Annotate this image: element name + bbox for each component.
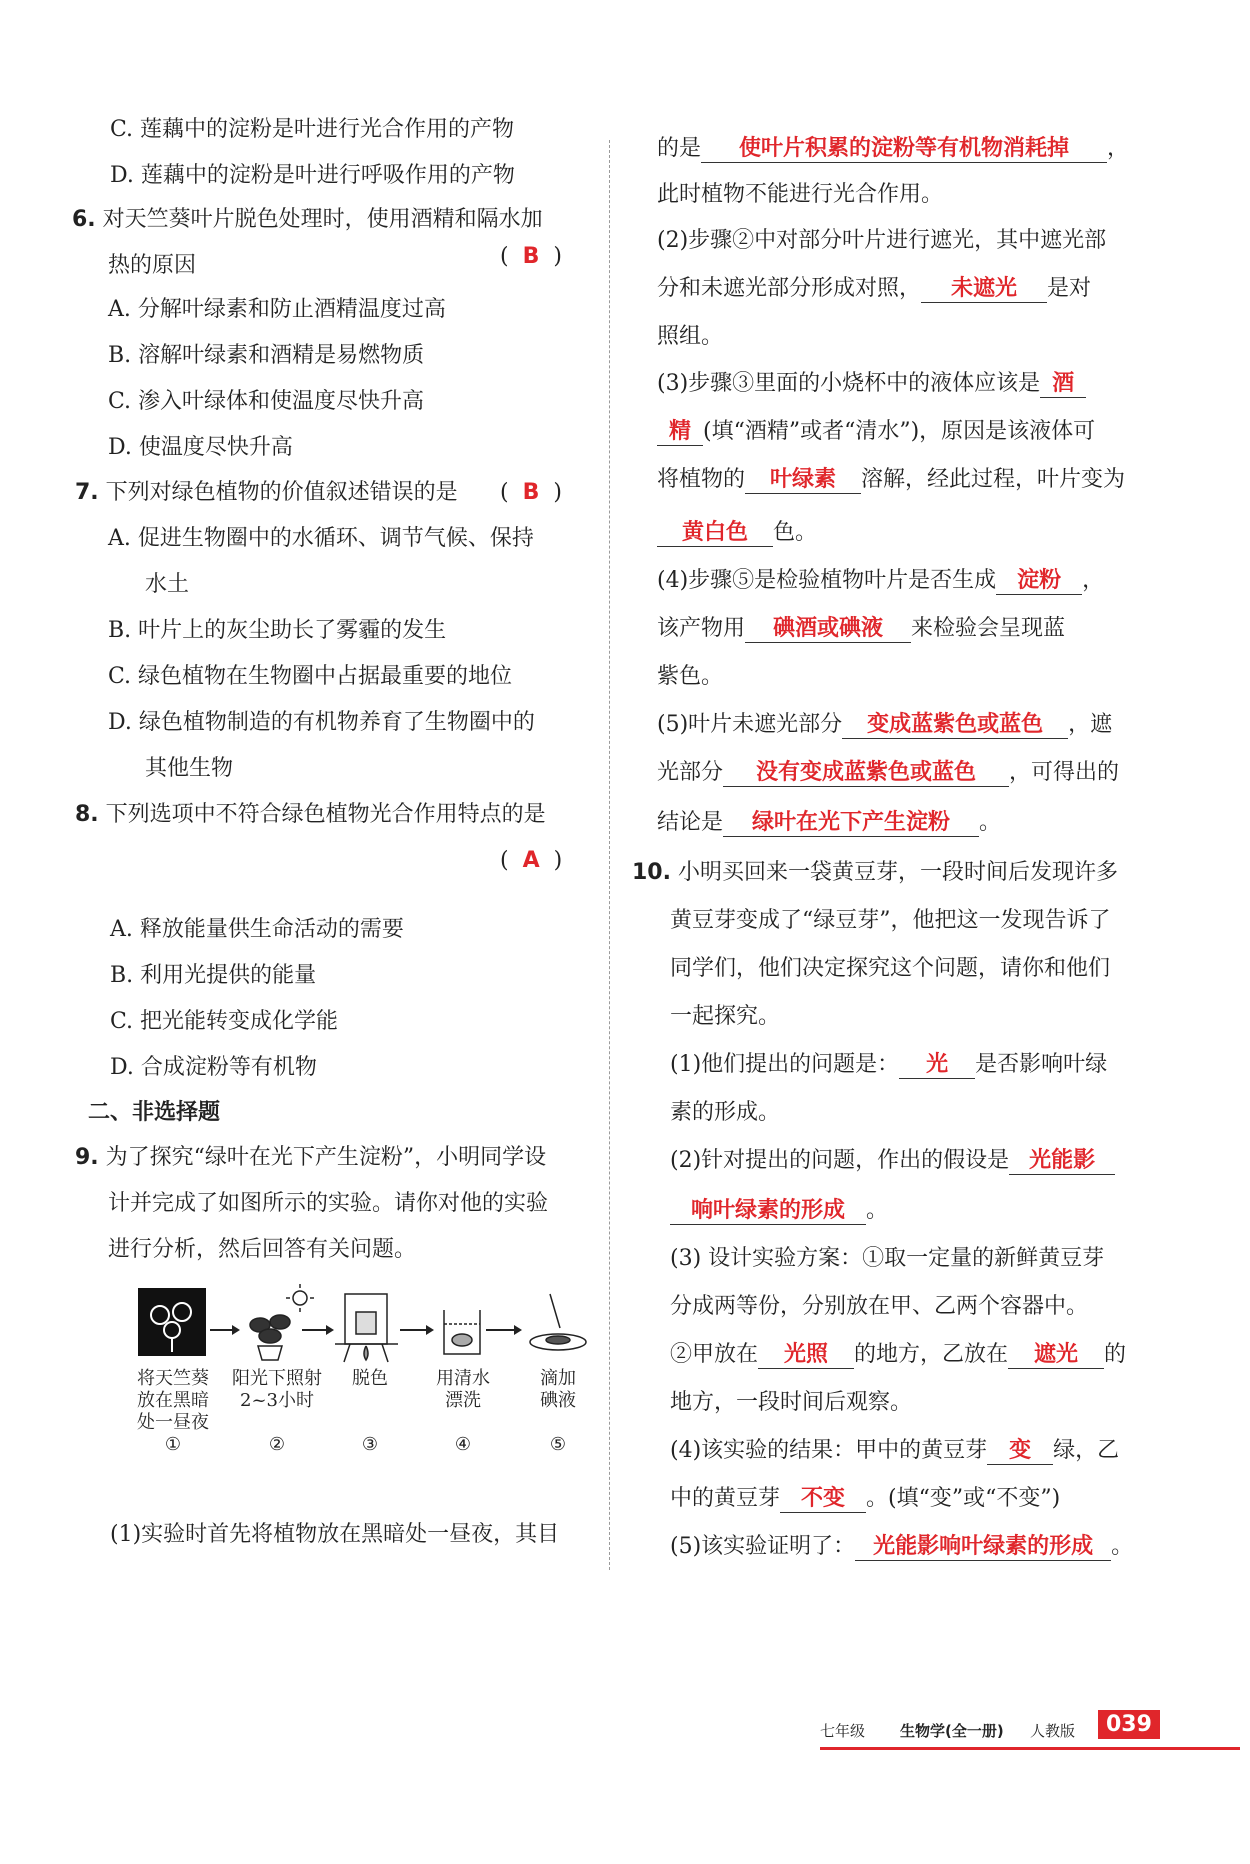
q10-text-2: 黄豆芽变成了“绿豆芽”，他把这一发现告诉了 <box>670 908 1111 933</box>
q6-text: 对天竺葵叶片脱色处理时，使用酒精和隔水加 <box>102 207 543 232</box>
q9-text-2: 计并完成了如图所示的实验。请你对他的实验 <box>108 1191 549 1216</box>
fig-caption-3: 脱色 ③ <box>352 1368 388 1455</box>
q7-option-d-cont: 其他生物 <box>145 756 234 781</box>
q8-text: 下列选项中不符合绿色植物光合作用特点的是 <box>105 802 546 827</box>
potted-plant-icon <box>250 1315 290 1360</box>
r-line-2: 此时植物不能进行光合作用。 <box>657 182 944 207</box>
r-line-8: 将植物的 叶绿素 溶解，经此过程，叶片变为 <box>657 467 1126 492</box>
q10-text-4: 一起探究。 <box>670 1004 781 1029</box>
section-title: 二、非选择题 <box>88 1100 221 1125</box>
q10-sub2: (2)针对提出的问题，作出的假设是 光能影 <box>670 1146 1115 1176</box>
q6-stem <box>72 205 543 235</box>
q10-sub3-c: ②甲放在 光照 的地方，乙放在 遮光 的 <box>670 1342 1127 1367</box>
q8-option-d: D. 合成淀粉等有机物 <box>110 1055 317 1080</box>
q6-option-d: D. 使温度尽快升高 <box>108 435 293 460</box>
q7-option-c: C. 绿色植物在生物圈中占据最重要的地位 <box>108 664 513 689</box>
r-line-5: 照组。 <box>657 324 724 349</box>
q5-option-c: C. 莲藕中的淀粉是叶进行光合作用的产物 <box>110 117 515 142</box>
answer-blank: 遮光 <box>1008 1342 1104 1369</box>
q10-text-1: 小明买回来一袋黄豆芽，一段时间后发现许多 <box>677 860 1118 885</box>
r-line-14: 光部分 没有变成蓝紫色或蓝色 ，可得出的 <box>657 760 1120 785</box>
beaker-heating-icon <box>335 1294 398 1362</box>
q10-sub3-b: 分成两等份，分别放在甲、乙两个容器中。 <box>670 1294 1089 1319</box>
r-line-6: (3)步骤③里面的小烧杯中的液体应该是 酒 <box>657 369 1086 399</box>
column-divider <box>609 140 610 1570</box>
answer-blank: 光照 <box>758 1342 854 1369</box>
answer-blank: 使叶片积累的淀粉等有机物消耗掉 <box>701 136 1107 163</box>
answer-blank: 变 <box>987 1438 1053 1465</box>
r-line-15: 结论是 绿叶在光下产生淀粉 。 <box>657 810 1002 835</box>
answer-blank: 变成蓝紫色或蓝色 <box>842 712 1068 739</box>
q7-answer: ( B ) <box>500 480 562 505</box>
experiment-figure <box>130 1280 600 1460</box>
q10-sub1: (1)他们提出的问题是： 光 是否影响叶绿 <box>670 1052 1108 1077</box>
q8-stem <box>75 800 546 830</box>
answer-blank: 未遮光 <box>921 276 1047 303</box>
r-line-13: (5)叶片未遮光部分 变成蓝紫色或蓝色 ，遮 <box>657 712 1113 737</box>
q7-option-a: A. 促进生物圈中的水循环、调节气候、保持 <box>108 526 534 551</box>
answer-blank: 绿叶在光下产生淀粉 <box>723 810 979 837</box>
q6-option-b: B. 溶解叶绿素和酒精是易燃物质 <box>108 343 425 368</box>
q8-option-a: A. 释放能量供生命活动的需要 <box>110 917 404 942</box>
footer-rule <box>820 1747 1240 1750</box>
q8-number: 8. <box>75 802 99 827</box>
answer-blank: 光能影响叶绿素的形成 <box>855 1534 1111 1561</box>
q9-text-1: 为了探究“绿叶在光下产生淀粉”，小明同学设 <box>105 1145 547 1170</box>
fig-caption-4: 用清水 漂洗 ④ <box>436 1368 490 1455</box>
q7-answer-value: B <box>522 480 540 505</box>
q7-text: 下列对绿色植物的价值叙述错误的是 <box>105 480 458 505</box>
q8-option-c: C. 把光能转变成化学能 <box>110 1009 339 1034</box>
q10-sub2-cont: 响叶绿素的形成 。 <box>670 1196 888 1226</box>
r-line-7: 精 (填“酒精”或者“清水”)，原因是该液体可 <box>657 417 1095 447</box>
experiment-figure-drawing <box>130 1280 600 1370</box>
answer-blank: 黄白色 <box>657 520 773 547</box>
answer-blank: 光能影 <box>1009 1148 1115 1175</box>
answer-blank: 碘酒或碘液 <box>745 616 911 643</box>
answer-blank: 淀粉 <box>996 568 1082 595</box>
q7-number: 7. <box>75 480 99 505</box>
fig-caption-2: 阳光下照射 2~3小时 ② <box>232 1368 322 1455</box>
q6-answer-value: B <box>522 244 540 269</box>
answer-blank: 响叶绿素的形成 <box>670 1198 866 1225</box>
q10-sub3: (3) 设计实验方案：①取一定量的新鲜黄豆芽 <box>670 1246 1105 1271</box>
fig-caption-5: 滴加 碘液 ⑤ <box>540 1368 576 1455</box>
sun-icon <box>286 1284 314 1312</box>
r-line-12: 紫色。 <box>657 664 724 689</box>
answer-blank: 叶绿素 <box>745 467 861 494</box>
answer-blank: 光 <box>899 1052 975 1079</box>
answer-blank: 没有变成蓝紫色或蓝色 <box>723 760 1009 787</box>
rinse-beaker-icon <box>444 1310 480 1354</box>
q7-stem <box>75 478 458 508</box>
r-line-9: 黄白色 色。 <box>657 518 817 548</box>
q5-option-d: D. 莲藕中的淀粉是叶进行呼吸作用的产物 <box>110 163 515 188</box>
q6-option-c: C. 渗入叶绿体和使温度尽快升高 <box>108 389 425 414</box>
q9-stem <box>75 1143 546 1173</box>
r-line-3: (2)步骤②中对部分叶片进行遮光，其中遮光部 <box>657 228 1107 253</box>
q6-number: 6. <box>72 207 96 232</box>
q10-sub4-b: 中的黄豆芽 不变 。(填“变”或“不变”) <box>670 1486 1061 1511</box>
footer-publisher: 人教版 <box>1030 1722 1076 1740</box>
q10-number: 10. <box>632 860 671 885</box>
q7-option-d: D. 绿色植物制造的有机物养育了生物圈中的 <box>108 710 535 735</box>
q10-stem <box>632 858 1118 888</box>
r-line-10: (4)步骤⑤是检验植物叶片是否生成 淀粉 ， <box>657 568 1105 593</box>
q8-answer: ( A ) <box>500 848 563 873</box>
footer-grade: 七年级 <box>820 1722 866 1740</box>
q10-sub1-cont: 素的形成。 <box>670 1100 781 1125</box>
q6-option-a: A. 分解叶绿素和防止酒精温度过高 <box>108 297 446 322</box>
q6-stem-2: 热的原因 <box>108 253 197 278</box>
q9-text-3: 进行分析，然后回答有关问题。 <box>108 1237 417 1262</box>
q6-answer: ( B ) <box>500 244 562 269</box>
q7-option-b: B. 叶片上的灰尘助长了雾霾的发生 <box>108 618 447 643</box>
answer-blank: 精 <box>657 419 703 446</box>
r-line-11: 该产物用 碘酒或碘液 来检验会呈现蓝 <box>657 616 1066 641</box>
q10-text-3: 同学们，他们决定探究这个问题，请你和他们 <box>670 956 1111 981</box>
q9-sub1: (1)实验时首先将植物放在黑暗处一昼夜，其目 <box>110 1522 560 1547</box>
page-footer <box>820 1710 1240 1750</box>
dropper-dish-icon <box>530 1294 586 1350</box>
r-line-1: 的是 使叶片积累的淀粉等有机物消耗掉 ， <box>657 136 1130 161</box>
r-line-4: 分和未遮光部分形成对照， 未遮光 是对 <box>657 276 1092 301</box>
page-number: 039 <box>1098 1710 1160 1739</box>
fig-caption-1: 将天竺葵 放在黑暗 处一昼夜 ① <box>137 1368 209 1455</box>
q9-number: 9. <box>75 1145 99 1170</box>
q10-sub5: (5)该实验证明了： 光能影响叶绿素的形成 。 <box>670 1534 1134 1559</box>
footer-subject: 生物学(全一册) <box>900 1722 1004 1740</box>
q10-sub4: (4)该实验的结果：甲中的黄豆芽 变 绿，乙 <box>670 1438 1120 1463</box>
answer-blank: 不变 <box>780 1486 866 1513</box>
answer-blank: 酒 <box>1040 371 1086 398</box>
q10-sub3-d: 地方，一段时间后观察。 <box>670 1390 913 1415</box>
q8-answer-value: A <box>522 848 540 873</box>
q8-option-b: B. 利用光提供的能量 <box>110 963 317 988</box>
q7-option-a-cont: 水土 <box>145 572 190 597</box>
